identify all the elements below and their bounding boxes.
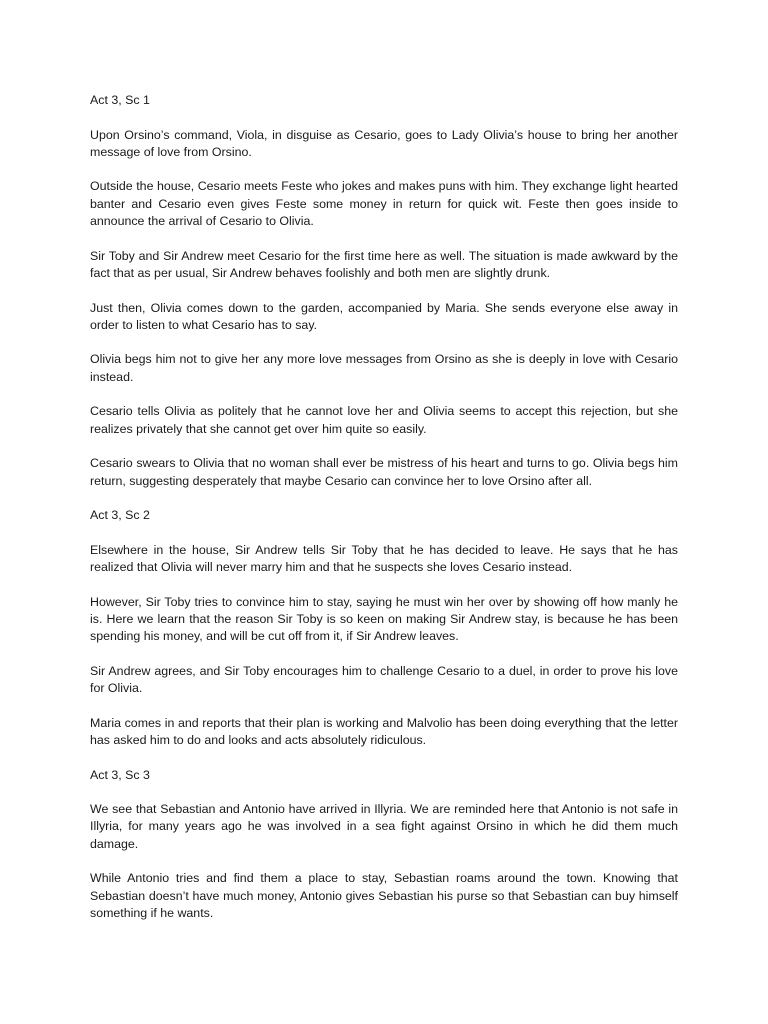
section-heading-act3-sc2: Act 3, Sc 2 xyxy=(90,508,150,523)
paragraph: Sir Toby and Sir Andrew meet Cesario for the first time here as well. The situation is made awkward by the fact that as per usual, Sir Andrew behaves foolishly and both men are slightly drunk. xyxy=(90,248,678,280)
paragraph: Elsewhere in the house, Sir Andrew tells Sir Toby that he has decided to leave. He says that he has realized that Olivia will never marry him and that he suspects she loves Cesario instead. xyxy=(90,542,678,575)
paragraph: Sir Andrew agrees, and Sir Toby encourages him to challenge Cesario to a duel, in order to prove his love for Olivia. xyxy=(90,663,678,696)
section-heading-act3-sc1: Act 3, Sc 1 xyxy=(90,93,150,107)
paragraph: Cesario tells Olivia as politely that he cannot love her and Olivia seems to accept this rejection, but she realizes privately that she cannot get over him quite so easily. xyxy=(90,404,678,436)
paragraph: Outside the house, Cesario meets Feste who jokes and makes puns with him. They exchange light hearted banter and Cesario even gives Feste some money in return for quick wit. Feste then goes inside to announce the arrival of Cesario to Olivia. xyxy=(90,179,678,229)
section-heading-act3-sc3: Act 3, Sc 3 xyxy=(90,767,150,782)
paragraph: We see that Sebastian and Antonio have arrived in Illyria. We are reminded here that Antonio is not safe in Illyria, for many years ago he was involved in a sea fight against Orsino in which he did them much damage. xyxy=(90,802,678,851)
paragraph: However, Sir Toby tries to convince him to stay, saying he must win her over by showing off how manly he is. Here we learn that the reason Sir Toby is so keen on making Sir Andrew stay, is because he has been spending his money, and will be cut off from it, if Sir Andrew leaves. xyxy=(90,594,678,644)
paragraph: Cesario swears to Olivia that no woman shall ever be mistress of his heart and turns to go. Olivia begs him return, suggesting desperately that maybe Cesario can convince her to love Orsino after all. xyxy=(90,456,678,488)
paragraph: While Antonio tries and find them a place to stay, Sebastian roams around the town. Knowing that Sebastian doesn’t have much money, Antonio gives Sebastian his purse so that Sebastian can buy himself something if he wants. xyxy=(90,871,678,920)
paragraph: Maria comes in and reports that their plan is working and Malvolio has been doing everything that the letter has asked him to do and looks and acts absolutely ridiculous. xyxy=(90,715,678,747)
paragraph: Upon Orsino’s command, Viola, in disguise as Cesario, goes to Lady Olivia’s house to bring her another message of love from Orsino. xyxy=(90,127,678,159)
document-page xyxy=(90,92,678,940)
paragraph: Just then, Olivia comes down to the garden, accompanied by Maria. She sends everyone else away in order to listen to what Cesario has to say. xyxy=(90,300,678,332)
paragraph: Olivia begs him not to give her any more love messages from Orsino as she is deeply in love with Cesario instead. xyxy=(90,352,678,384)
